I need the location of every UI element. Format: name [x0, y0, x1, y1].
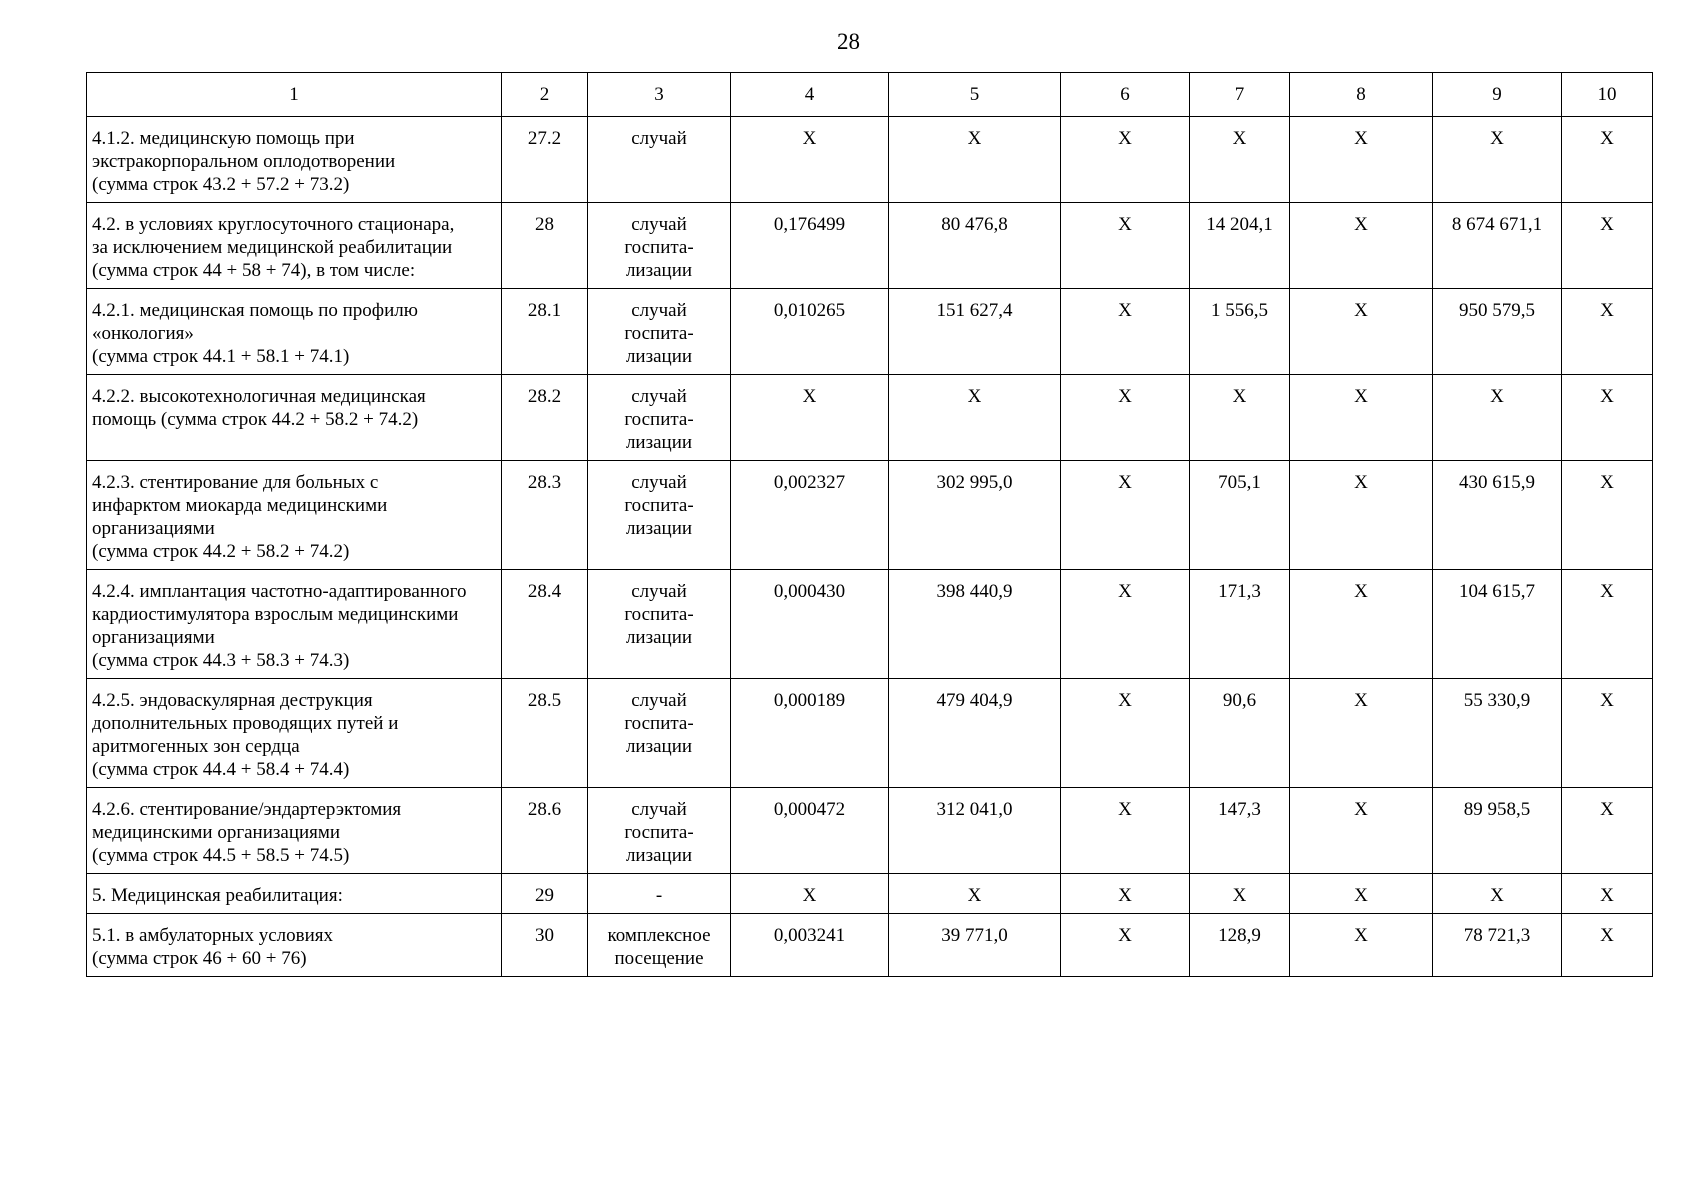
unit-line: случай: [631, 472, 687, 493]
column-header: 2: [502, 73, 588, 117]
table-row: [87, 461, 1653, 570]
description-line: (сумма строк 46 + 60 + 76): [92, 948, 307, 969]
cell-col5: Х: [889, 117, 1061, 203]
column-header: 4: [731, 73, 889, 117]
row-code: 27.2: [502, 117, 588, 203]
row-unit: [588, 289, 731, 375]
cell-col6: Х: [1061, 117, 1190, 203]
row-description: [87, 117, 502, 203]
row-description: [87, 375, 502, 461]
table-row: [87, 203, 1653, 289]
row-unit: [588, 117, 731, 203]
cell-col10: Х: [1562, 914, 1653, 977]
table-row: [87, 874, 1653, 914]
cell-col9: 950 579,5: [1433, 289, 1562, 375]
description-line: (сумма строк 44.1 + 58.1 + 74.1): [92, 346, 350, 367]
table-row: [87, 117, 1653, 203]
row-code: 28.5: [502, 679, 588, 788]
unit-line: лизации: [625, 845, 693, 866]
description-line: 5.1. в амбулаторных условиях: [92, 925, 333, 946]
unit-line: лизации: [625, 260, 693, 281]
unit-line: посещение: [614, 948, 704, 969]
description-line: помощь (сумма строк 44.2 + 58.2 + 74.2): [92, 409, 419, 430]
cell-col9: 89 958,5: [1433, 788, 1562, 874]
cell-col6: Х: [1061, 203, 1190, 289]
description-line: аритмогенных зон сердца: [92, 736, 300, 757]
cell-col4: Х: [731, 375, 889, 461]
description-line: кардиостимулятора взрослым медицинскими: [92, 604, 459, 625]
cell-col6: Х: [1061, 375, 1190, 461]
description-line: за исключением медицинской реабилитации: [92, 237, 453, 258]
unit-line: лизации: [625, 627, 693, 648]
description-line: 4.2.4. имплантация частотно-адаптированного: [92, 581, 467, 602]
column-header: 1: [87, 73, 502, 117]
description-line: 4.2.2. высокотехнологичная медицинская: [92, 386, 426, 407]
unit-line: лизации: [625, 432, 693, 453]
cell-col4: 0,000430: [731, 570, 889, 679]
cell-col7: 1 556,5: [1190, 289, 1290, 375]
page-number: 28: [837, 29, 860, 54]
cell-col4: 0,003241: [731, 914, 889, 977]
unit-line: госпита-: [624, 713, 694, 734]
cell-col9: Х: [1433, 375, 1562, 461]
unit-line: лизации: [625, 518, 693, 539]
row-unit: [588, 914, 731, 977]
cell-col7: 14 204,1: [1190, 203, 1290, 289]
cell-col8: Х: [1290, 203, 1433, 289]
row-code: 29: [502, 874, 588, 914]
column-header: 5: [889, 73, 1061, 117]
cell-col4: 0,176499: [731, 203, 889, 289]
table-row: [87, 788, 1653, 874]
unit-line: госпита-: [624, 495, 694, 516]
cell-col4: Х: [731, 117, 889, 203]
cell-col8: Х: [1290, 788, 1433, 874]
cell-col5: 312 041,0: [889, 788, 1061, 874]
unit-line: случай: [631, 128, 687, 149]
description-line: медицинскими организациями: [92, 822, 341, 843]
cell-col10: Х: [1562, 375, 1653, 461]
cell-col5: 398 440,9: [889, 570, 1061, 679]
cell-col8: Х: [1290, 117, 1433, 203]
column-header: 6: [1061, 73, 1190, 117]
cell-col6: Х: [1061, 874, 1190, 914]
table-row: [87, 679, 1653, 788]
cell-col6: Х: [1061, 679, 1190, 788]
row-description: [87, 203, 502, 289]
column-header: 9: [1433, 73, 1562, 117]
unit-line: случай: [631, 300, 687, 321]
column-header: 3: [588, 73, 731, 117]
cell-col9: Х: [1433, 874, 1562, 914]
cell-col7: 147,3: [1190, 788, 1290, 874]
cell-col6: Х: [1061, 570, 1190, 679]
unit-line: случай: [631, 690, 687, 711]
cell-col9: 55 330,9: [1433, 679, 1562, 788]
cell-col8: Х: [1290, 679, 1433, 788]
row-code: 30: [502, 914, 588, 977]
cell-col9: 430 615,9: [1433, 461, 1562, 570]
cell-col7: Х: [1190, 375, 1290, 461]
unit-line: лизации: [625, 346, 693, 367]
cell-col4: 0,000189: [731, 679, 889, 788]
cell-col4: 0,000472: [731, 788, 889, 874]
unit-line: госпита-: [624, 323, 694, 344]
cell-col7: Х: [1190, 874, 1290, 914]
cell-col6: Х: [1061, 289, 1190, 375]
unit-line: случай: [631, 581, 687, 602]
cell-col4: 0,010265: [731, 289, 889, 375]
row-unit: [588, 874, 731, 914]
cell-col10: Х: [1562, 289, 1653, 375]
cell-col9: 8 674 671,1: [1433, 203, 1562, 289]
cell-col8: Х: [1290, 914, 1433, 977]
table-row: [87, 375, 1653, 461]
description-line: (сумма строк 44 + 58 + 74), в том числе:: [92, 260, 416, 281]
description-line: 4.2. в условиях круглосуточного стационара,: [92, 214, 455, 235]
column-header: 10: [1562, 73, 1653, 117]
row-description: [87, 461, 502, 570]
cell-col5: 80 476,8: [889, 203, 1061, 289]
row-code: 28.6: [502, 788, 588, 874]
column-header: 7: [1190, 73, 1290, 117]
row-code: 28.2: [502, 375, 588, 461]
cell-col10: Х: [1562, 570, 1653, 679]
cell-col5: 39 771,0: [889, 914, 1061, 977]
cell-col10: Х: [1562, 203, 1653, 289]
unit-line: случай: [631, 799, 687, 820]
description-line: «онкология»: [92, 323, 194, 344]
cell-col7: Х: [1190, 117, 1290, 203]
cell-col9: 78 721,3: [1433, 914, 1562, 977]
cell-col10: Х: [1562, 788, 1653, 874]
row-unit: [588, 788, 731, 874]
unit-line: случай: [631, 214, 687, 235]
description-line: 4.2.5. эндоваскулярная деструкция: [92, 690, 373, 711]
row-unit: [588, 203, 731, 289]
cell-col8: Х: [1290, 375, 1433, 461]
description-line: организациями: [92, 518, 215, 539]
cell-col10: Х: [1562, 679, 1653, 788]
row-unit: [588, 461, 731, 570]
description-line: 4.2.3. стентирование для больных с: [92, 472, 379, 493]
data-table: [86, 72, 1653, 977]
cell-col6: Х: [1061, 914, 1190, 977]
unit-line: лизации: [625, 736, 693, 757]
description-line: (сумма строк 44.5 + 58.5 + 74.5): [92, 845, 350, 866]
unit-line: госпита-: [624, 822, 694, 843]
description-line: 4.2.1. медицинская помощь по профилю: [92, 300, 418, 321]
cell-col8: Х: [1290, 461, 1433, 570]
description-line: дополнительных проводящих путей и: [92, 713, 399, 734]
cell-col10: Х: [1562, 117, 1653, 203]
unit-line: комплексное: [607, 925, 711, 946]
description-line: 4.1.2. медицинскую помощь при: [92, 128, 355, 149]
row-code: 28.4: [502, 570, 588, 679]
table-row: [87, 570, 1653, 679]
description-line: инфарктом миокарда медицинскими: [92, 495, 388, 516]
row-unit: [588, 679, 731, 788]
cell-col7: 90,6: [1190, 679, 1290, 788]
unit-line: госпита-: [624, 237, 694, 258]
unit-line: госпита-: [624, 604, 694, 625]
row-unit: [588, 375, 731, 461]
row-code: 28: [502, 203, 588, 289]
row-description: [87, 679, 502, 788]
cell-col8: Х: [1290, 570, 1433, 679]
unit-line: госпита-: [624, 409, 694, 430]
cell-col4: 0,002327: [731, 461, 889, 570]
description-line: организациями: [92, 627, 215, 648]
cell-col8: Х: [1290, 874, 1433, 914]
cell-col7: 171,3: [1190, 570, 1290, 679]
cell-col5: 302 995,0: [889, 461, 1061, 570]
table-header-row: [87, 73, 1653, 117]
row-code: 28.1: [502, 289, 588, 375]
description-line: (сумма строк 44.3 + 58.3 + 74.3): [92, 650, 350, 671]
row-description: [87, 289, 502, 375]
cell-col5: Х: [889, 375, 1061, 461]
cell-col5: Х: [889, 874, 1061, 914]
description-line: (сумма строк 44.4 + 58.4 + 74.4): [92, 759, 350, 780]
cell-col7: 128,9: [1190, 914, 1290, 977]
row-code: 28.3: [502, 461, 588, 570]
cell-col7: 705,1: [1190, 461, 1290, 570]
cell-col4: Х: [731, 874, 889, 914]
cell-col6: Х: [1061, 788, 1190, 874]
unit-line: случай: [631, 386, 687, 407]
cell-col10: Х: [1562, 461, 1653, 570]
description-line: (сумма строк 44.2 + 58.2 + 74.2): [92, 541, 350, 562]
cell-col8: Х: [1290, 289, 1433, 375]
unit-line: -: [655, 885, 663, 906]
cell-col9: Х: [1433, 117, 1562, 203]
column-header: 8: [1290, 73, 1433, 117]
description-line: (сумма строк 43.2 + 57.2 + 73.2): [92, 174, 350, 195]
cell-col5: 151 627,4: [889, 289, 1061, 375]
row-description: [87, 874, 502, 914]
row-description: [87, 788, 502, 874]
row-description: [87, 914, 502, 977]
description-line: 5. Медицинская реабилитация:: [92, 885, 343, 906]
row-description: [87, 570, 502, 679]
description-line: экстракорпоральном оплодотворении: [92, 151, 396, 172]
table-row: [87, 289, 1653, 375]
row-unit: [588, 570, 731, 679]
cell-col9: 104 615,7: [1433, 570, 1562, 679]
description-line: 4.2.6. стентирование/эндартерэктомия: [92, 799, 402, 820]
cell-col5: 479 404,9: [889, 679, 1061, 788]
cell-col6: Х: [1061, 461, 1190, 570]
cell-col10: Х: [1562, 874, 1653, 914]
table-row: [87, 914, 1653, 977]
